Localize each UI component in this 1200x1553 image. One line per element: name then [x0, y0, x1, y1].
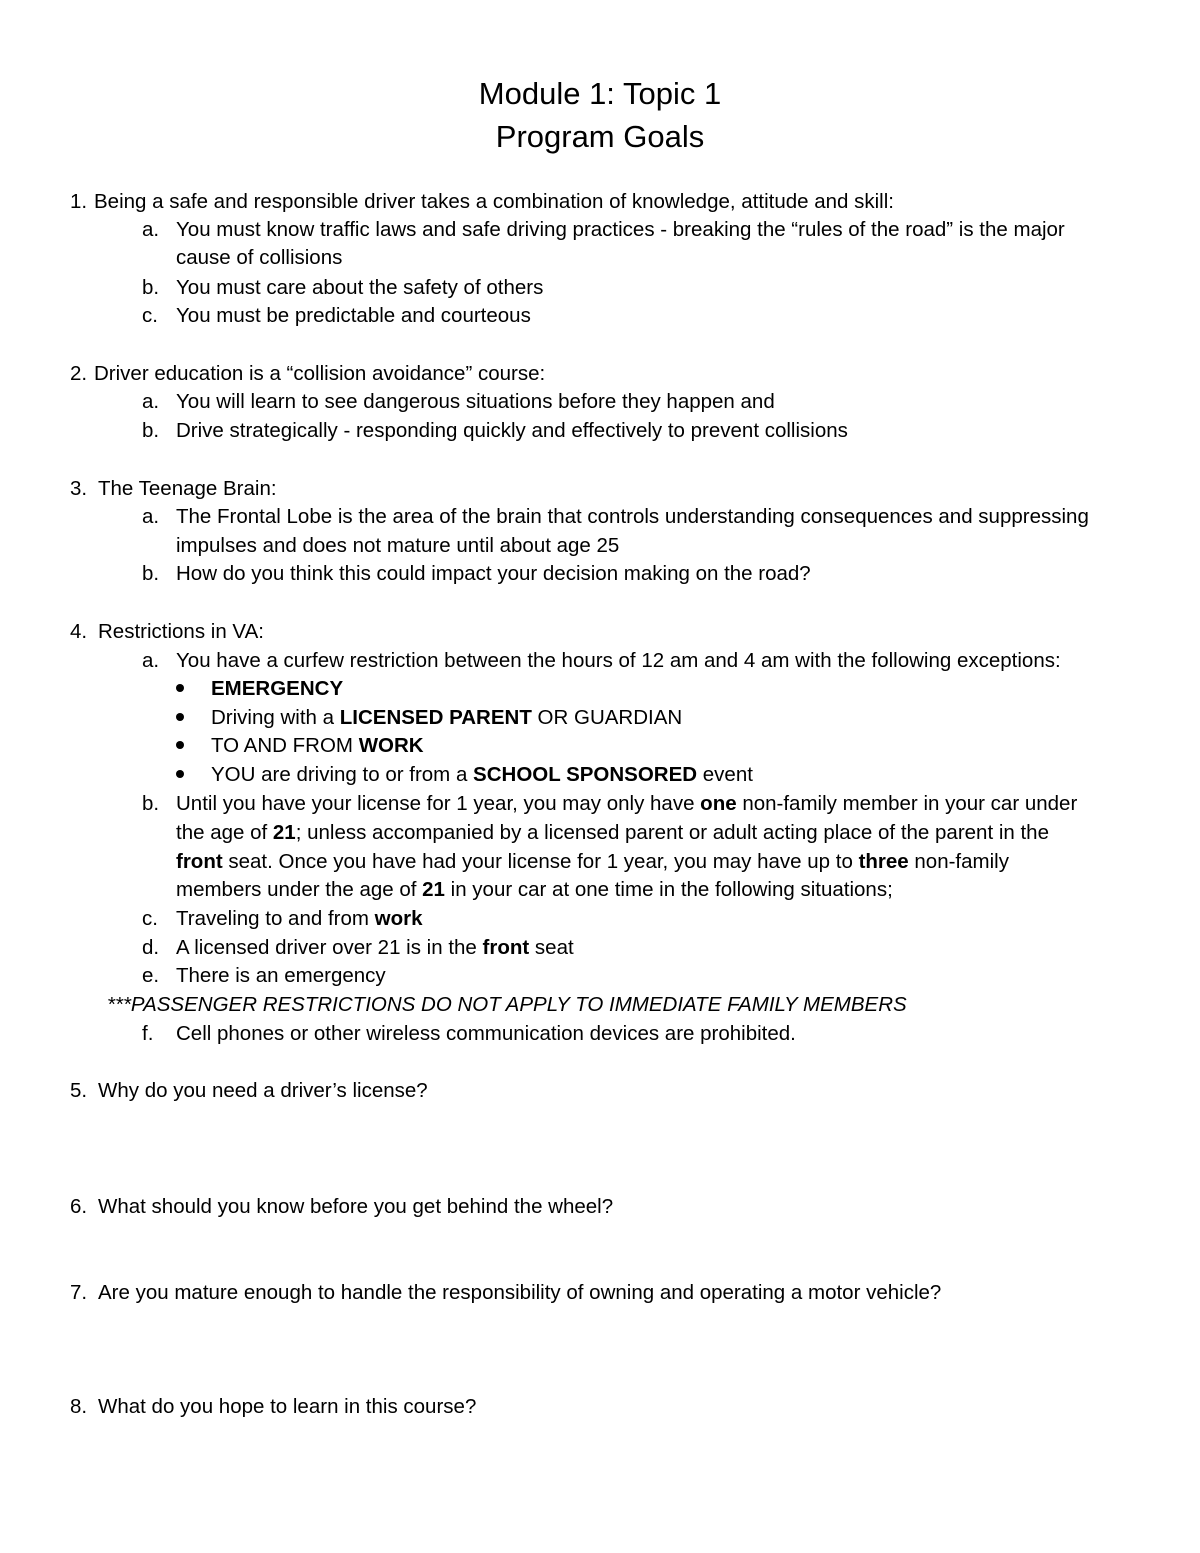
list-marker: c.: [142, 304, 158, 327]
list-item: The Frontal Lobe is the area of the brain that controls understanding consequences and suppressing: [176, 505, 1089, 528]
passenger-note: ***PASSENGER RESTRICTIONS DO NOT APPLY TO IMMEDIATE FAMILY MEMBERS: [107, 993, 907, 1016]
bullet-dot: [176, 713, 184, 721]
section-number: 2.: [70, 362, 88, 385]
list-item: You must know traffic laws and safe driving practices - breaking the “rules of the road” is the major: [176, 218, 1065, 241]
bullet-item: TO AND FROM WORK: [211, 734, 424, 757]
list-marker: b.: [142, 276, 160, 299]
list-item-continuation: members under the age of 21 in your car at one time in the following situations;: [176, 878, 893, 901]
page-subtitle: Program Goals: [495, 119, 705, 154]
bullet-dot: [176, 684, 184, 692]
list-item: You have a curfew restriction between the hours of 12 am and 4 am with the following exceptions:: [176, 649, 1061, 672]
list-item: You must care about the safety of others: [176, 276, 544, 299]
section-heading: Driver education is a “collision avoidance” course:: [94, 362, 546, 385]
section-number: 1.: [70, 190, 88, 213]
question-number: 5.: [70, 1079, 88, 1102]
list-item: Traveling to and from work: [176, 907, 423, 930]
section-heading: Being a safe and responsible driver takes a combination of knowledge, attitude and skill:: [94, 190, 894, 213]
list-marker: c.: [142, 907, 158, 930]
bullet-item: EMERGENCY: [211, 677, 344, 700]
question-number: 7.: [70, 1281, 88, 1304]
question-text: What should you know before you get behind the wheel?: [98, 1195, 614, 1218]
question-text: What do you hope to learn in this course?: [98, 1395, 477, 1418]
section-number: 3.: [70, 477, 88, 500]
list-item: There is an emergency: [176, 964, 386, 987]
list-item: You will learn to see dangerous situations before they happen and: [176, 390, 775, 413]
list-item-continuation: the age of 21; unless accompanied by a licensed parent or adult acting place of the parent in the: [176, 821, 1049, 844]
question-number: 6.: [70, 1195, 88, 1218]
list-marker: b.: [142, 792, 160, 815]
section-heading: The Teenage Brain:: [98, 477, 277, 500]
bullet-dot: [176, 741, 184, 749]
list-item-continuation: impulses and does not mature until about age 25: [176, 534, 620, 557]
list-marker: f.: [142, 1022, 154, 1045]
list-item: Drive strategically - responding quickly and effectively to prevent collisions: [176, 419, 848, 442]
list-item: A licensed driver over 21 is in the front seat: [176, 936, 574, 959]
section-heading: Restrictions in VA:: [98, 620, 264, 643]
section-number: 4.: [70, 620, 88, 643]
list-marker: b.: [142, 562, 160, 585]
list-marker: a.: [142, 218, 160, 241]
bullet-item: Driving with a LICENSED PARENT OR GUARDIAN: [211, 706, 683, 729]
list-marker: e.: [142, 964, 160, 987]
list-item: Until you have your license for 1 year, you may only have one non-family member in your car under: [176, 792, 1078, 815]
bullet-item: YOU are driving to or from a SCHOOL SPONSORED event: [211, 763, 753, 786]
question-text: Why do you need a driver’s license?: [98, 1079, 428, 1102]
bullet-dot: [176, 770, 184, 778]
list-item-continuation: front seat. Once you have had your license for 1 year, you may have up to three non-family: [176, 850, 1009, 873]
list-item-continuation: cause of collisions: [176, 246, 343, 269]
list-marker: d.: [142, 936, 160, 959]
list-marker: a.: [142, 649, 160, 672]
page-title: Module 1: Topic 1: [478, 76, 722, 111]
question-number: 8.: [70, 1395, 88, 1418]
question-text: Are you mature enough to handle the responsibility of owning and operating a motor vehicle?: [98, 1281, 942, 1304]
list-item: Cell phones or other wireless communication devices are prohibited.: [176, 1022, 796, 1045]
list-marker: b.: [142, 419, 160, 442]
list-marker: a.: [142, 505, 160, 528]
list-item: How do you think this could impact your decision making on the road?: [176, 562, 811, 585]
list-item: You must be predictable and courteous: [176, 304, 531, 327]
list-marker: a.: [142, 390, 160, 413]
